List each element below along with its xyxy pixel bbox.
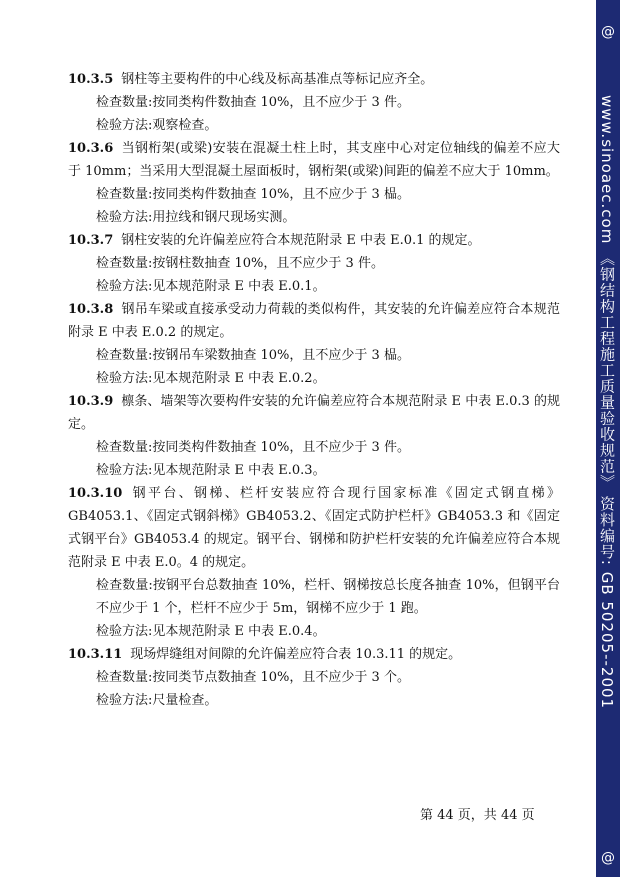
at-symbol-icon: @ bbox=[601, 24, 615, 40]
page-number: 第 44 页，共 44 页 bbox=[420, 808, 535, 823]
clause-text: 钢平台、钢梯、栏杆安装应符合现行国家标准《固定式钢直梯》GB4053.1、《固定式钢斜梯》GB4053.2、《固定式防护栏杆》GB4053.3 和《固定式钢平台》GB4053.4 的规定。钢平台、钢梯和防护栏杆安装的允许偏差应符合本规范附录 E 中表 E.0。4 的规定。 bbox=[68, 486, 560, 570]
clause-number: 10.3.9 bbox=[68, 394, 114, 409]
clause-10-3-7 bbox=[68, 229, 560, 252]
document-body bbox=[68, 68, 560, 712]
clause-10-3-10 bbox=[68, 482, 560, 574]
inspection-method: 检验方法:尺量检查。 bbox=[96, 693, 218, 708]
inspection-method: 检验方法:见本规范附录 E 中表 E.0.3。 bbox=[96, 463, 326, 478]
inspection-quantity: 检查数量:按钢柱数抽查 10%，且不应少于 3 件。 bbox=[96, 256, 384, 271]
inspection-quantity: 检查数量:按同类节点数抽查 10%，且不应少于 3 个。 bbox=[96, 670, 410, 685]
clause-10-3-6 bbox=[68, 137, 560, 183]
side-banner bbox=[596, 0, 620, 877]
inspection-method: 检验方法:见本规范附录 E 中表 E.0.2。 bbox=[96, 371, 326, 386]
clause-10-3-11 bbox=[68, 643, 560, 666]
clause-number: 10.3.6 bbox=[68, 141, 114, 156]
clause-text: 钢柱等主要构件的中心线及标高基准点等标记应齐全。 bbox=[121, 72, 434, 87]
inspection-quantity: 检查数量:按同类构件数抽查 10%，且不应少于 3 件。 bbox=[96, 95, 410, 110]
banner-vertical-text: www.sinoaec.com 《钢结构工程施工质量验收规范》 资料编号: GB 50205--2001 bbox=[598, 95, 616, 710]
inspection-quantity: 检查数量:按同类构件数抽查 10%，且不应少于 3 榀。 bbox=[96, 187, 410, 202]
inspection-quantity: 检查数量:按钢吊车梁数抽查 10%，且不应少于 3 榀。 bbox=[96, 348, 410, 363]
clause-text: 当钢桁架(或梁)安装在混凝土柱上时，其支座中心对定位轴线的偏差不应大于 10mm；当采用大型混凝土屋面板时，钢桁架(或梁)间距的偏差不应大于 10mm。 bbox=[68, 141, 560, 179]
clause-number: 10.3.5 bbox=[68, 72, 114, 87]
clause-number: 10.3.11 bbox=[68, 647, 123, 662]
clause-10-3-5 bbox=[68, 68, 560, 91]
clause-10-3-9 bbox=[68, 390, 560, 436]
clause-number: 10.3.7 bbox=[68, 233, 114, 248]
inspection-method: 检验方法:观察检查。 bbox=[96, 118, 218, 133]
inspection-method: 检验方法:见本规范附录 E 中表 E.0.1。 bbox=[96, 279, 326, 294]
at-symbol-icon: @ bbox=[601, 850, 615, 866]
clause-text: 钢吊车梁或直接承受动力荷载的类似构件，其安装的允许偏差应符合本规范附录 E 中表 E.0.2 的规定。 bbox=[68, 302, 560, 340]
clause-text: 现场焊缝组对间隙的允许偏差应符合表 10.3.11 的规定。 bbox=[130, 647, 462, 662]
inspection-method: 检验方法:用拉线和钢尺现场实测。 bbox=[96, 210, 296, 225]
clause-text: 檩条、墙架等次要构件安装的允许偏差应符合本规范附录 E 中表 E.0.3 的规定。 bbox=[68, 394, 560, 432]
clause-10-3-8 bbox=[68, 298, 560, 344]
clause-number: 10.3.10 bbox=[68, 486, 123, 501]
clause-text: 钢柱安装的允许偏差应符合本规范附录 E 中表 E.0.1 的规定。 bbox=[121, 233, 481, 248]
inspection-quantity: 检查数量:按同类构件数抽查 10%，且不应少于 3 件。 bbox=[96, 440, 410, 455]
inspection-method: 检验方法:见本规范附录 E 中表 E.0.4。 bbox=[96, 624, 326, 639]
clause-number: 10.3.8 bbox=[68, 302, 114, 317]
inspection-quantity: 检查数量:按钢平台总数抽查 10%，栏杆、钢梯按总长度各抽查 10%，但钢平台不应少于 1 个，栏杆不应少于 5m，钢梯不应少于 1 跑。 bbox=[96, 578, 560, 616]
